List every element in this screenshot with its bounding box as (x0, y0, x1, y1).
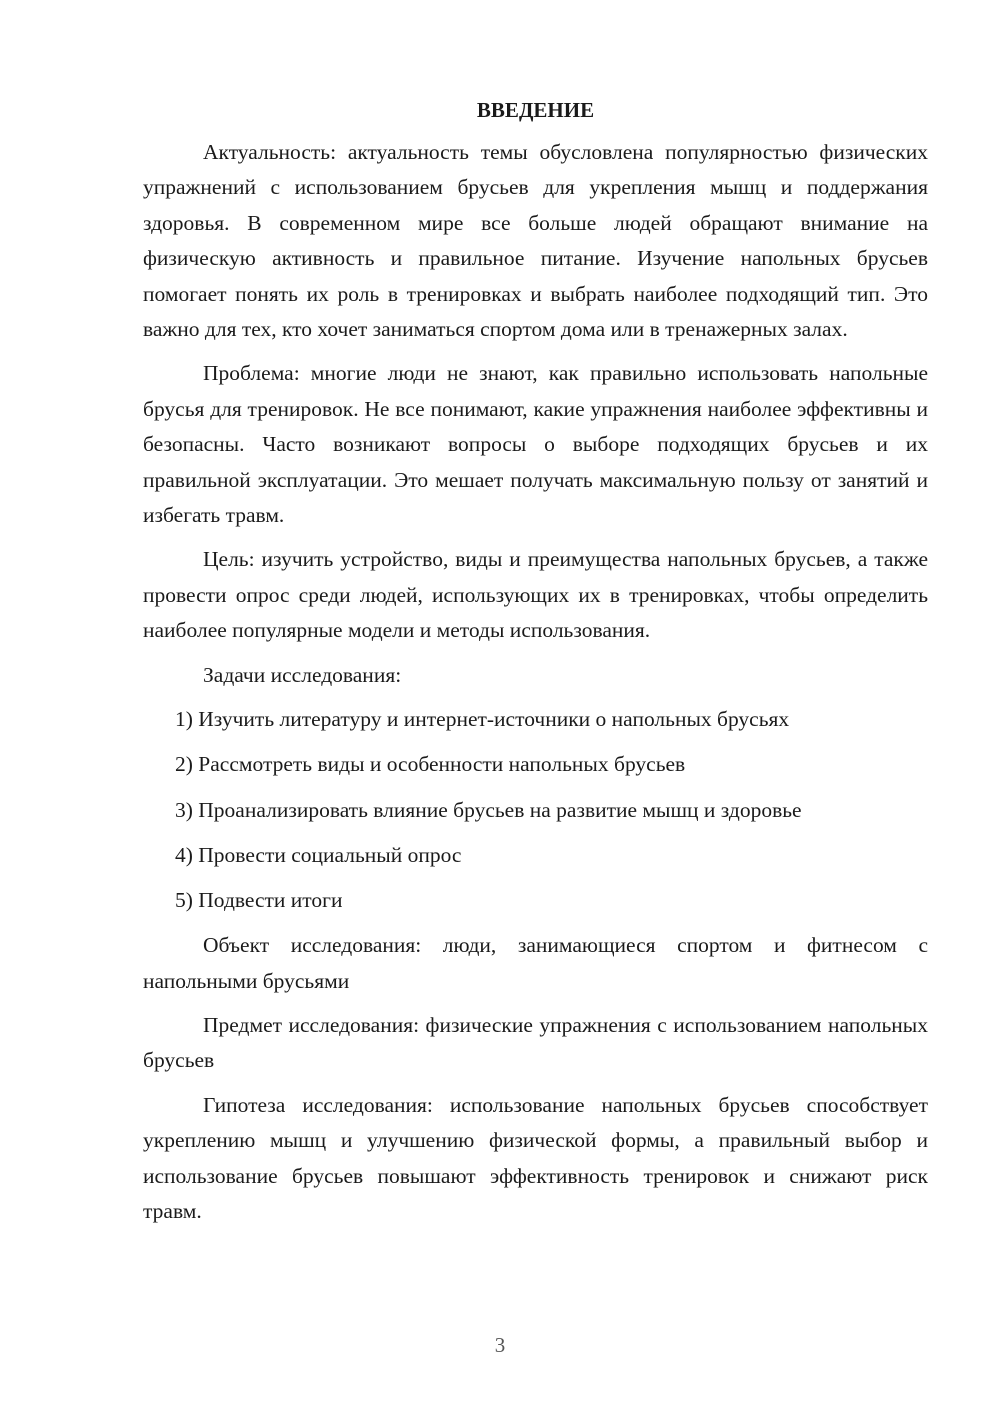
list-item: 2) Рассмотреть виды и особенности напольных брусьев (175, 752, 686, 777)
tasks-list (143, 702, 928, 918)
list-item: 4) Провести социальный опрос (175, 842, 462, 867)
page-number: 3 (494, 1333, 506, 1357)
list-item: 1) Изучить литературу и интернет-источники о напольных брусьях (175, 707, 790, 732)
tasks-heading: Задачи исследования: (203, 662, 402, 687)
hypothesis-paragraph: Гипотеза исследования: использование напольных брусьев способствует укреплению мышц и улучшению физической формы, а правильный выбор и использование брусьев повышают эффективность тренировок и снижают риск травм. (143, 1092, 928, 1223)
goal-paragraph: Цель: изучить устройство, виды и преимущества напольных брусьев, а также провести опрос среди людей, использующих их в тренировках, чтобы определить наиболее популярные модели и методы использования. (143, 547, 928, 643)
subject-paragraph: Предмет исследования: физические упражнения с использованием напольных брусьев (143, 1012, 928, 1073)
list-item: 5) Подвести итоги (175, 887, 343, 912)
problem-paragraph: Проблема: многие люди не знают, как правильно использовать напольные брусья для тренировок. Не все понимают, какие упражнения наиболее эффективны и безопасны. Часто возникают вопросы о выборе подходящих брусьев и их правильной эксплуатации. Это мешает получать максимальную пользу от занятий и избегать травм. (143, 361, 928, 528)
document-page (143, 95, 928, 1238)
section-title: ВВЕДЕНИЕ (476, 98, 595, 122)
list-item: 3) Проанализировать влияние брусьев на развитие мышц и здоровье (175, 797, 802, 822)
object-paragraph: Объект исследования: люди, занимающиеся спортом и фитнесом с напольными брусьями (143, 933, 928, 993)
relevance-paragraph: Актуальность: актуальность темы обусловлена популярностью физических упражнений с использованием брусьев для укрепления мышц и поддержания здоровья. В современном мире все больше людей обращают внимание на физическую активность и правильное питание. Изучение напольных брусьев помогает понять их роль в тренировках и выбрать наиболее подходящий тип. Это важно для тех, кто хочет заниматься спортом дома или в тренажерных залах. (143, 140, 928, 342)
